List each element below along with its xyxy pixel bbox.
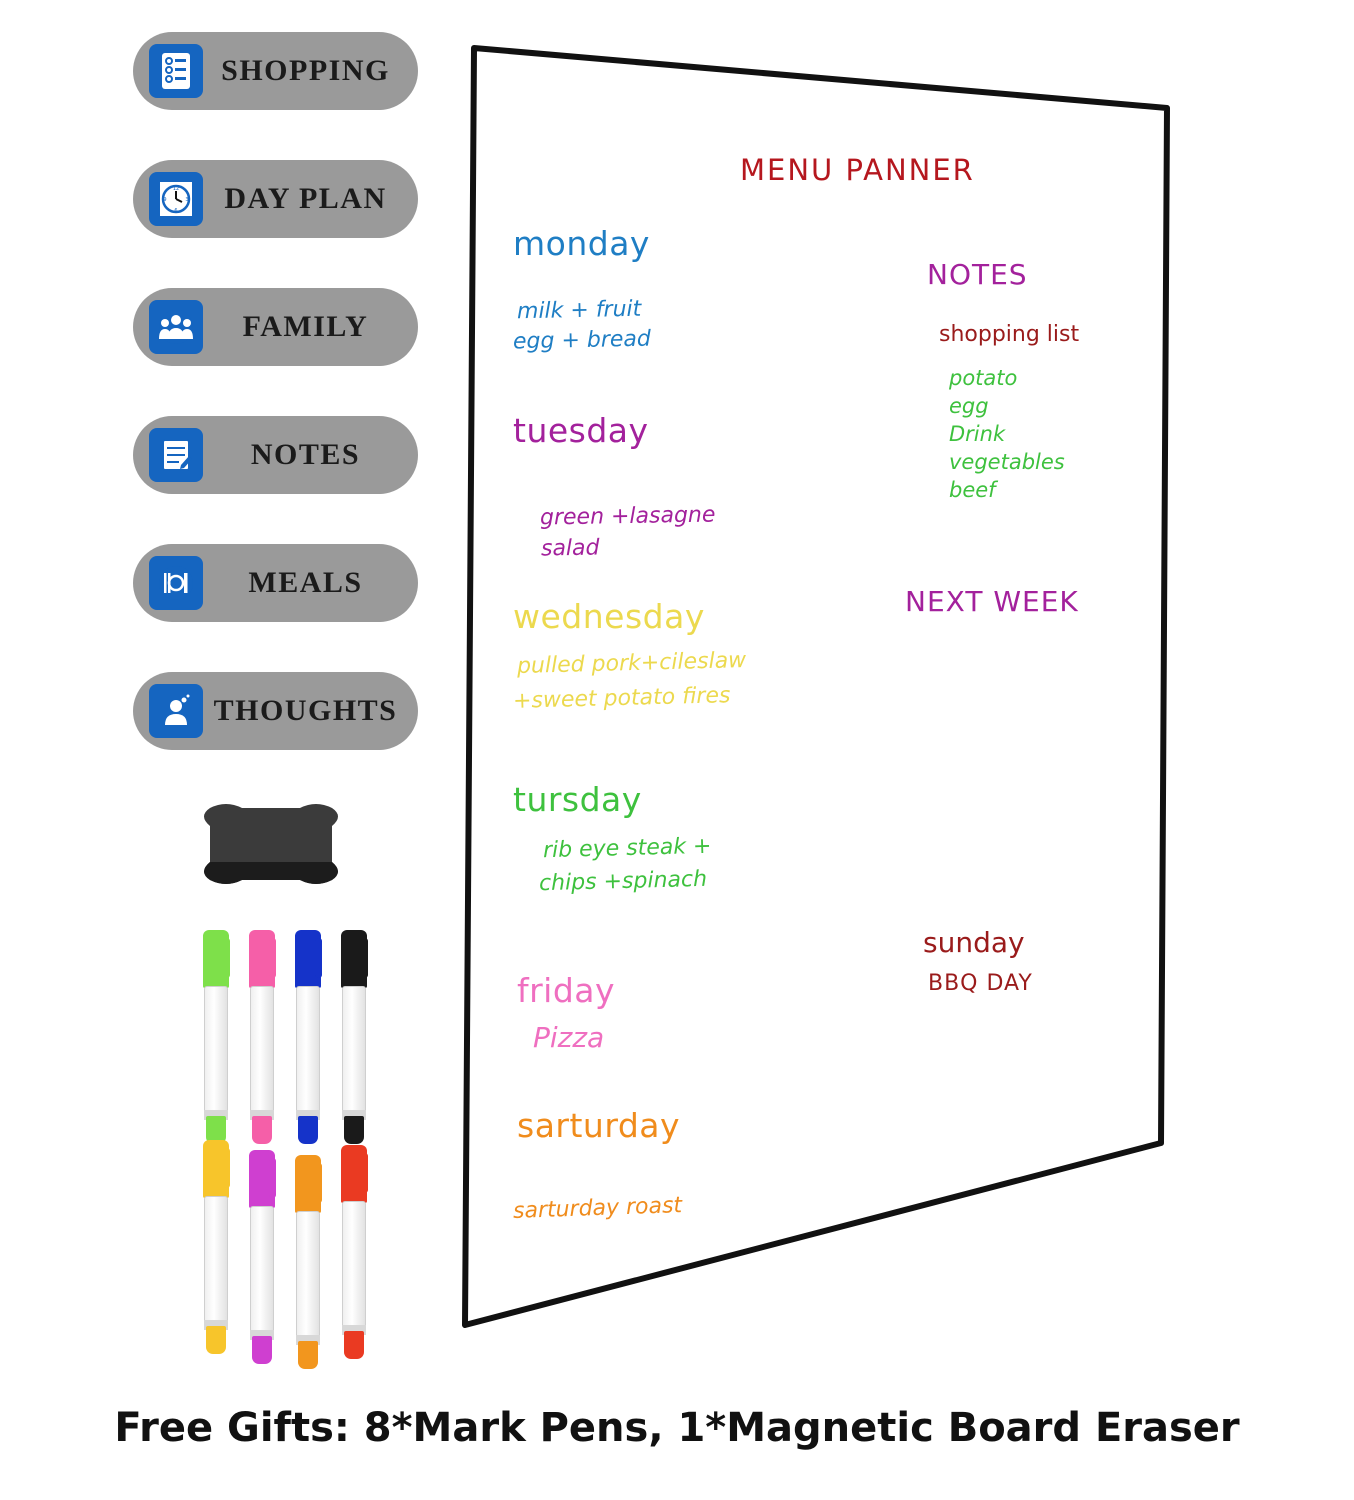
magnet-label-family[interactable] xyxy=(133,288,418,366)
clock-icon xyxy=(149,172,203,226)
notes-subheading: shopping list xyxy=(939,322,1080,347)
day-item: egg + bread xyxy=(512,326,652,355)
pen-black-marker[interactable] xyxy=(341,930,367,1145)
day-item: green +lasagne xyxy=(539,502,716,531)
svg-text:6: 6 xyxy=(174,208,178,214)
pen-magenta-marker[interactable] xyxy=(249,1150,275,1365)
day-heading-friday: friday xyxy=(517,971,616,1010)
whiteboard xyxy=(455,35,1195,1365)
magnet-label-day-plan[interactable] xyxy=(133,160,418,238)
day-heading-sunday: sunday xyxy=(923,926,1025,959)
notes-item: Drink xyxy=(949,422,1006,446)
pen-blue-marker[interactable] xyxy=(295,930,321,1145)
day-item: sarturday roast xyxy=(512,1193,683,1224)
svg-text:9: 9 xyxy=(163,197,167,203)
pen-green-marker[interactable] xyxy=(203,930,229,1145)
board-title: MENU PANNER xyxy=(740,153,975,187)
family-icon xyxy=(149,300,203,354)
day-item: salad xyxy=(540,535,600,562)
next-week-heading: NEXT WEEK xyxy=(905,585,1079,618)
magnet-label-text: NOTES xyxy=(250,438,361,471)
day-item: pulled pork+cileslaw xyxy=(516,648,747,679)
magnet-label-thoughts[interactable] xyxy=(133,672,418,750)
magnet-label-shopping[interactable] xyxy=(133,32,418,110)
magnetic-board-eraser[interactable] xyxy=(196,800,346,888)
notes-heading: NOTES xyxy=(927,258,1028,291)
day-heading-tuesday: tuesday xyxy=(513,411,649,450)
pen-orange-marker[interactable] xyxy=(295,1155,321,1370)
svg-text:12: 12 xyxy=(172,186,180,192)
pen-red-marker[interactable] xyxy=(341,1145,367,1360)
magnet-label-text: THOUGHTS xyxy=(213,694,398,727)
magnet-label-notes[interactable] xyxy=(133,416,418,494)
day-item: +sweet potato fires xyxy=(512,683,731,714)
day-item: chips +spinach xyxy=(538,866,708,897)
notes-item: beef xyxy=(949,478,996,502)
magnet-label-text: SHOPPING xyxy=(221,54,390,87)
day-item: rib eye steak + xyxy=(542,833,712,864)
cutlery-plate-icon xyxy=(149,556,203,610)
day-item: BBQ DAY xyxy=(928,971,1033,996)
day-item: Pizza xyxy=(533,1021,605,1054)
person-thinking-icon xyxy=(149,684,203,738)
pen-pink-marker[interactable] xyxy=(249,930,275,1145)
day-item: milk + fruit xyxy=(516,296,642,325)
shopping-list-icon xyxy=(149,44,203,98)
notes-item: egg xyxy=(949,394,989,418)
day-heading-monday: monday xyxy=(513,224,650,263)
notes-item: potato xyxy=(949,366,1018,390)
day-heading-sarturday: sarturday xyxy=(517,1106,681,1145)
svg-text:3: 3 xyxy=(185,197,189,203)
magnet-label-text: MEALS xyxy=(248,566,363,599)
magnet-label-meals[interactable] xyxy=(133,544,418,622)
day-heading-wednesday: wednesday xyxy=(513,597,705,636)
day-heading-tursday: tursday xyxy=(513,780,642,819)
pen-yellow-marker[interactable] xyxy=(203,1140,229,1355)
magnet-label-text: DAY PLAN xyxy=(224,182,387,215)
magnet-label-text: FAMILY xyxy=(242,310,369,343)
notes-item: vegetables xyxy=(949,450,1065,474)
footer-caption: Free Gifts: 8*Mark Pens, 1*Magnetic Board Eraser xyxy=(114,1405,1240,1451)
notepad-icon xyxy=(149,428,203,482)
